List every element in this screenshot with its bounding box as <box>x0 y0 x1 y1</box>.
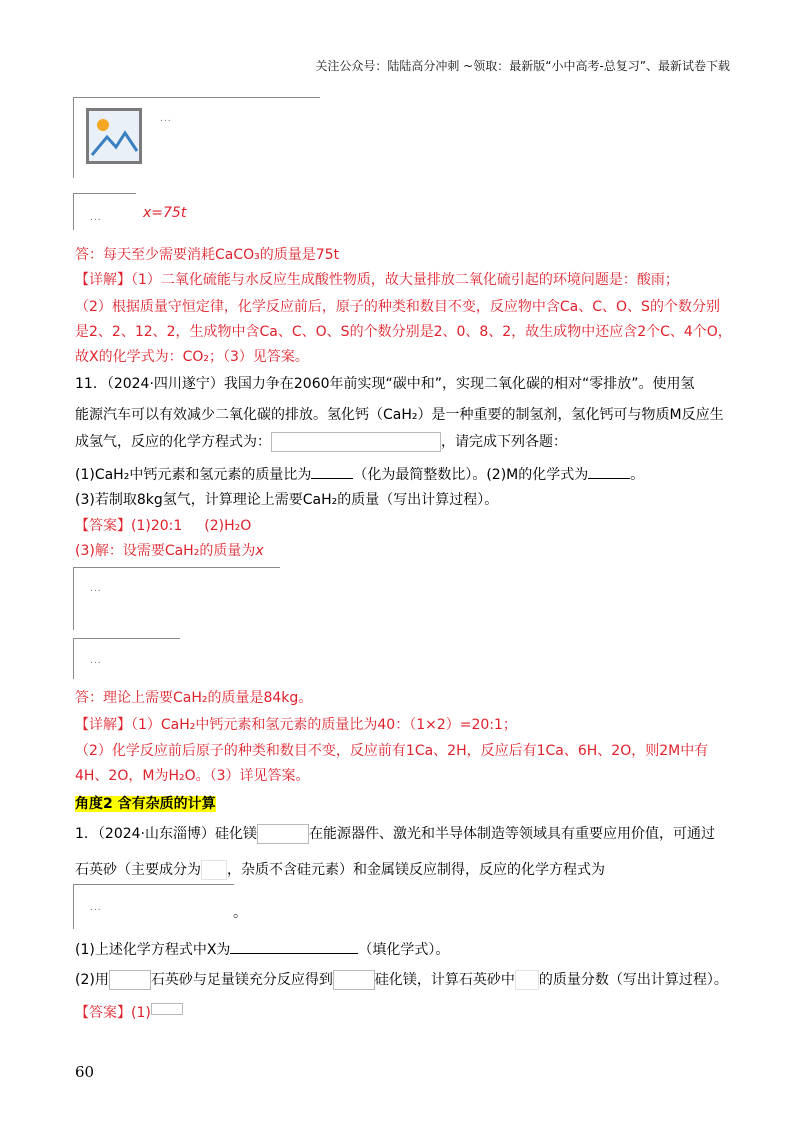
detail-line: 是2、2、12、2，生成物中含Ca、C、O、S的个数分别是2、0、8、2，故生成物中还应含2个C、4个O， <box>75 324 732 340</box>
answer-line <box>75 1003 183 1023</box>
question-text: (1)CaH₂中钙元素和氢元素的质量比为 <box>75 467 312 483</box>
question-line <box>75 940 449 960</box>
question-text: 石英砂（主要成分为 <box>75 862 201 878</box>
question-text: (2)用 <box>75 972 109 988</box>
answer-line <box>75 541 264 561</box>
question-text: 石英砂与足量镁充分反应得到 <box>150 972 333 988</box>
variable: x <box>255 543 264 559</box>
question-line <box>75 970 728 990</box>
answer-text: 答：每天至少需要消耗CaCO₃的质量是75t <box>75 247 340 263</box>
question-text: 成氢气，反应的化学方程式为： <box>75 434 271 450</box>
question-text: 硅化镁，计算石英砂中 <box>374 972 515 988</box>
image-placeholder-icon <box>86 108 142 164</box>
detail-line: 4H、2O，M为H₂O。（3）详见答案。 <box>75 768 310 784</box>
formula-placeholder <box>515 970 539 990</box>
answer-label: 【答案】 <box>75 518 131 534</box>
formula-box <box>73 193 136 230</box>
question-line <box>75 860 605 880</box>
formula-box <box>73 567 280 630</box>
value-placeholder <box>333 970 375 990</box>
question-text: 1．（2024·山东淄博）硅化镁 <box>75 826 257 842</box>
answer-value: (2)H₂O <box>204 518 252 534</box>
question-text: 在能源器件、激光和半导体制造等领域具有重要应用价值，可通过 <box>309 826 715 842</box>
question-line <box>75 432 567 452</box>
question-text: 的质量分数（写出计算过程）。 <box>538 972 728 988</box>
answer-text: (3)解：设需要CaH₂的质量为 <box>75 543 256 559</box>
answer-label: 【答案】(1) <box>75 1005 151 1021</box>
question-text: ，杂质不含硅元素）和金属镁反应制得，反应的化学方程式为 <box>227 862 605 878</box>
question-line: 能源汽车可以有效减少二氧化碳的排放。氢化钙（CaH₂）是一种重要的制氢剂，氢化钙可与物质M反应生 <box>75 407 724 423</box>
formula-placeholder <box>257 824 309 844</box>
equation-end: 。 <box>233 905 247 921</box>
answer-blank <box>230 953 358 954</box>
formula-ellipsis: ... <box>90 656 102 666</box>
answer-value: (1)20:1 <box>131 518 183 534</box>
page-number: 60 <box>75 1063 95 1081</box>
answer-blank <box>588 478 630 479</box>
detail-line: 【详解】（1）CaH₂中钙元素和氢元素的质量比为40：（1×2）=20:1； <box>75 717 517 733</box>
section-heading <box>75 794 216 814</box>
formula-ellipsis: ... <box>90 213 102 223</box>
detail-line: 故X的化学式为：CO₂；（3）见答案。 <box>75 349 309 365</box>
section-tag: 角度2 含有杂质的计算 <box>75 796 216 812</box>
formula-placeholder <box>151 1003 183 1015</box>
formula-ellipsis: ... <box>160 114 172 124</box>
value-placeholder <box>109 970 151 990</box>
equation-placeholder <box>271 432 441 452</box>
question-text: 。 <box>630 467 645 483</box>
question-text: （化为最简整数比）。(2)M的化学式为 <box>353 467 589 483</box>
calc-result: x=75t <box>143 205 187 221</box>
formula-ellipsis: ... <box>90 903 102 913</box>
page-header: 关注公众号：陆陆高分冲刺 ~领取：最新版“小中高考-总复习”、最新试卷下载 <box>315 59 730 73</box>
detail-line: 【详解】（1）二氧化硫能与水反应生成酸性物质，故大量排放二氧化硫引起的环境问题是：酸雨； <box>75 272 679 288</box>
question-line <box>75 824 715 844</box>
formula-placeholder <box>201 860 227 880</box>
answer-text: 答：理论上需要CaH₂的质量是84kg。 <box>75 690 313 706</box>
question-line: (3)若制取8kg氢气，计算理论上需要CaH₂的质量（写出计算过程）。 <box>75 492 499 508</box>
formula-ellipsis: ... <box>90 584 102 594</box>
question-text: (1)上述化学方程式中X为 <box>75 942 231 958</box>
question-line <box>75 465 644 485</box>
question-text: （填化学式）。 <box>358 942 450 958</box>
question-text: ，请完成下列各题： <box>441 434 567 450</box>
answer-blank <box>311 478 353 479</box>
question-line: 11．（2024·四川遂宁）我国力争在2060年前实现“碳中和”，实现二氧化碳的相对“零排放”。使用氢 <box>75 376 695 392</box>
answer-line <box>75 516 251 536</box>
detail-line: （2）化学反应前后原子的种类和数目不变，反应前有1Ca、2H，反应后有1Ca、6H、2O，则2M中有 <box>75 743 709 759</box>
detail-line: （2）根据质量守恒定律，化学反应前后，原子的种类和数目不变，反应物中含Ca、C、O、S的个数分别 <box>75 299 720 315</box>
